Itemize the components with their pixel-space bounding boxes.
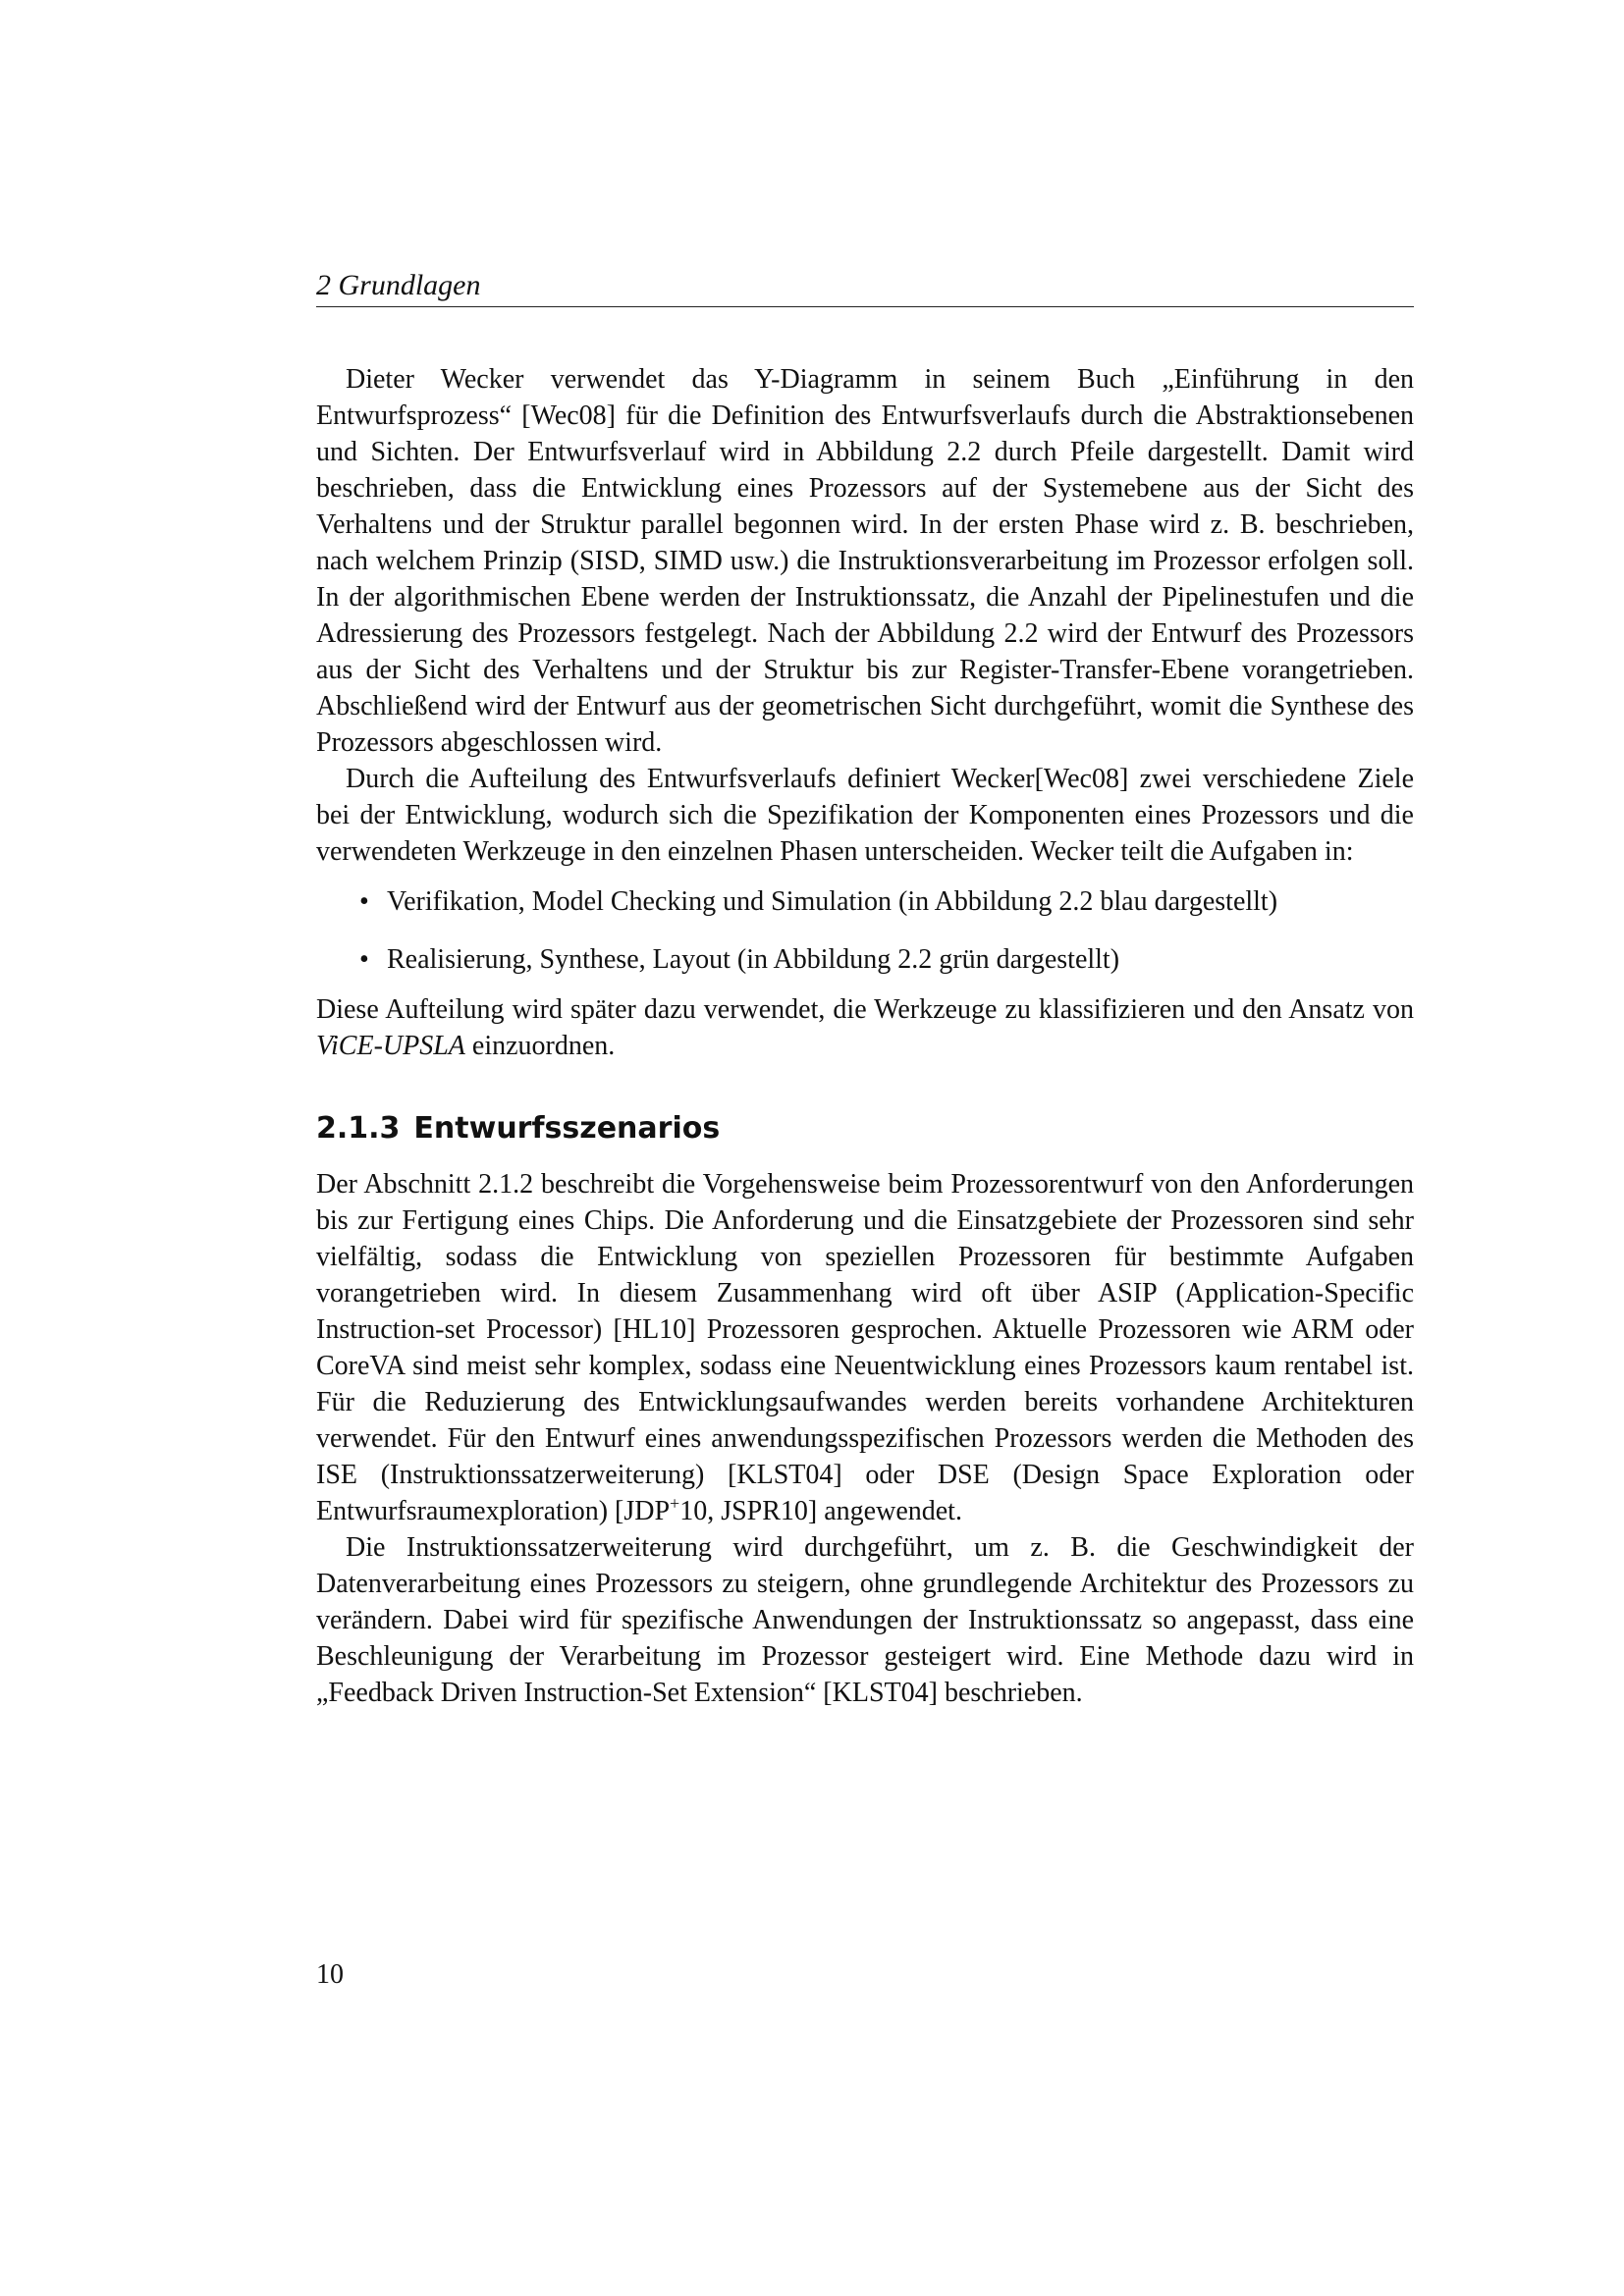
body-text <box>316 361 1414 1711</box>
paragraph-y-diagram: Dieter Wecker verwendet das Y-Diagramm in seinem Buch „Einführung in den Entwurfsprozess“ [Wec08] für die Definition des Entwurfsverlaufs durch die Abstraktionsebenen und Sichten. Der Entwurfsverlauf wird in Abbildung 2.2 durch Pfeile dargestellt. Damit wird beschrieben, dass die Entwicklung eines Prozessors auf der Systemebene aus der Sicht des Verhaltens und der Struktur parallel begonnen wird. In der ersten Phase wird z. B. beschrieben, nach welchem Prinzip (SISD, SIMD usw.) die Instruktionsverarbeitung im Prozessor erfolgen soll. In der algorithmischen Ebene werden der Instruktionssatz, die Anzahl der Pipelinestufen und die Adressierung des Prozessors festgelegt. Nach der Abbildung 2.2 wird der Entwurf des Prozessors aus der Sicht des Verhaltens und der Struktur bis zur Register-Transfer-Ebene vorangetrieben. Abschließend wird der Entwurf aus der geometrischen Sicht durchgeführt, womit die Synthese des Prozessors abgeschlossen wird. <box>316 364 1414 758</box>
paragraph-instruction-set-extension: Die Instruktionssatzerweiterung wird durchgeführt, um z. B. die Geschwindigkeit der Datenverarbeitung eines Prozessors zu steigern, ohne grundlegende Architektur des Prozessors zu verändern. Dabei wird für spezifische Anwendungen der Instruktionssatz so angepasst, dass eine Beschleunigung der Verarbeitung im Prozessor gesteigert wird. Eine Methode dazu wird in „Feedback Driven Instruction-Set Extension“ [KLST04] beschrieben. <box>316 1532 1414 1708</box>
paragraph-text: Der Abschnitt 2.1.2 beschreibt die Vorgehensweise beim Prozessorentwurf von den Anforderungen bis zur Fertigung eines Chips. Die Anforderung und die Einsatzgebiete der Prozessoren sind sehr vielfältig, sodass die Entwicklung von speziellen Prozessoren für bestimmte Aufgaben vorangetrieben wird. In diesem Zusammenhang wird oft über ASIP (Application-Specific Instruction-set Processor) [HL10] Prozessoren gesprochen. Aktuelle Prozessoren wie ARM oder CoreVA sind meist sehr komplex, sodass eine Neuentwicklung eines Prozessors kaum rentabel ist. Für die Reduzierung des Entwicklungsaufwandes werden bereits vorhandene Architekturen verwendet. Für den Entwurf eines anwendungsspezifischen Prozessors werden die Methoden des ISE (Instruktionssatzerweiterung) [KLST04] oder DSE (Design Space Exploration oder Entwurfsraumexploration) [JDP <box>316 1169 1414 1526</box>
section-number: 2.1.3 <box>316 1111 401 1146</box>
bullet-item-realization <box>359 941 1414 978</box>
bullet-marker: • <box>359 886 369 917</box>
paragraph-text: einzuordnen. <box>464 1031 616 1061</box>
paragraph-design-flow-goals: Durch die Aufteilung des Entwurfsverlaufs definiert Wecker[Wec08] zwei verschiedene Ziele bei der Entwicklung, wodurch sich die Spezifikation der Komponenten eines Prozessors und die verwendeten Werkzeuge in den einzelnen Phasen unterscheiden. Wecker teilt die Aufgaben in: <box>316 764 1414 867</box>
section-heading <box>316 1109 1414 1148</box>
citation-superscript: + <box>670 1493 680 1514</box>
chapter-number: 2 <box>316 269 331 301</box>
chapter-title: Grundlagen <box>338 269 481 301</box>
page-number: 10 <box>316 1959 344 1990</box>
emphasized-project-name: ViCE-UPSLA <box>316 1031 465 1061</box>
paragraph-asip <box>316 1166 1414 1529</box>
bullet-marker: • <box>359 944 369 975</box>
section-title: Entwurfsszenarios <box>413 1111 721 1146</box>
bullet-item-verification <box>359 883 1414 920</box>
running-header <box>316 265 1414 307</box>
paragraph-text: Diese Aufteilung wird später dazu verwendet, die Werkzeuge zu klassifizieren und den Ansatz von <box>316 994 1414 1025</box>
paragraph-text: 10, JSPR10] angewendet. <box>679 1496 962 1526</box>
task-bullet-list <box>316 883 1414 978</box>
paragraph-classification <box>316 991 1414 1064</box>
bullet-item-text: Verifikation, Model Checking und Simulation (in Abbildung 2.2 blau dargestellt) <box>387 886 1278 917</box>
bullet-item-text: Realisierung, Synthese, Layout (in Abbildung 2.2 grün dargestellt) <box>387 944 1120 975</box>
